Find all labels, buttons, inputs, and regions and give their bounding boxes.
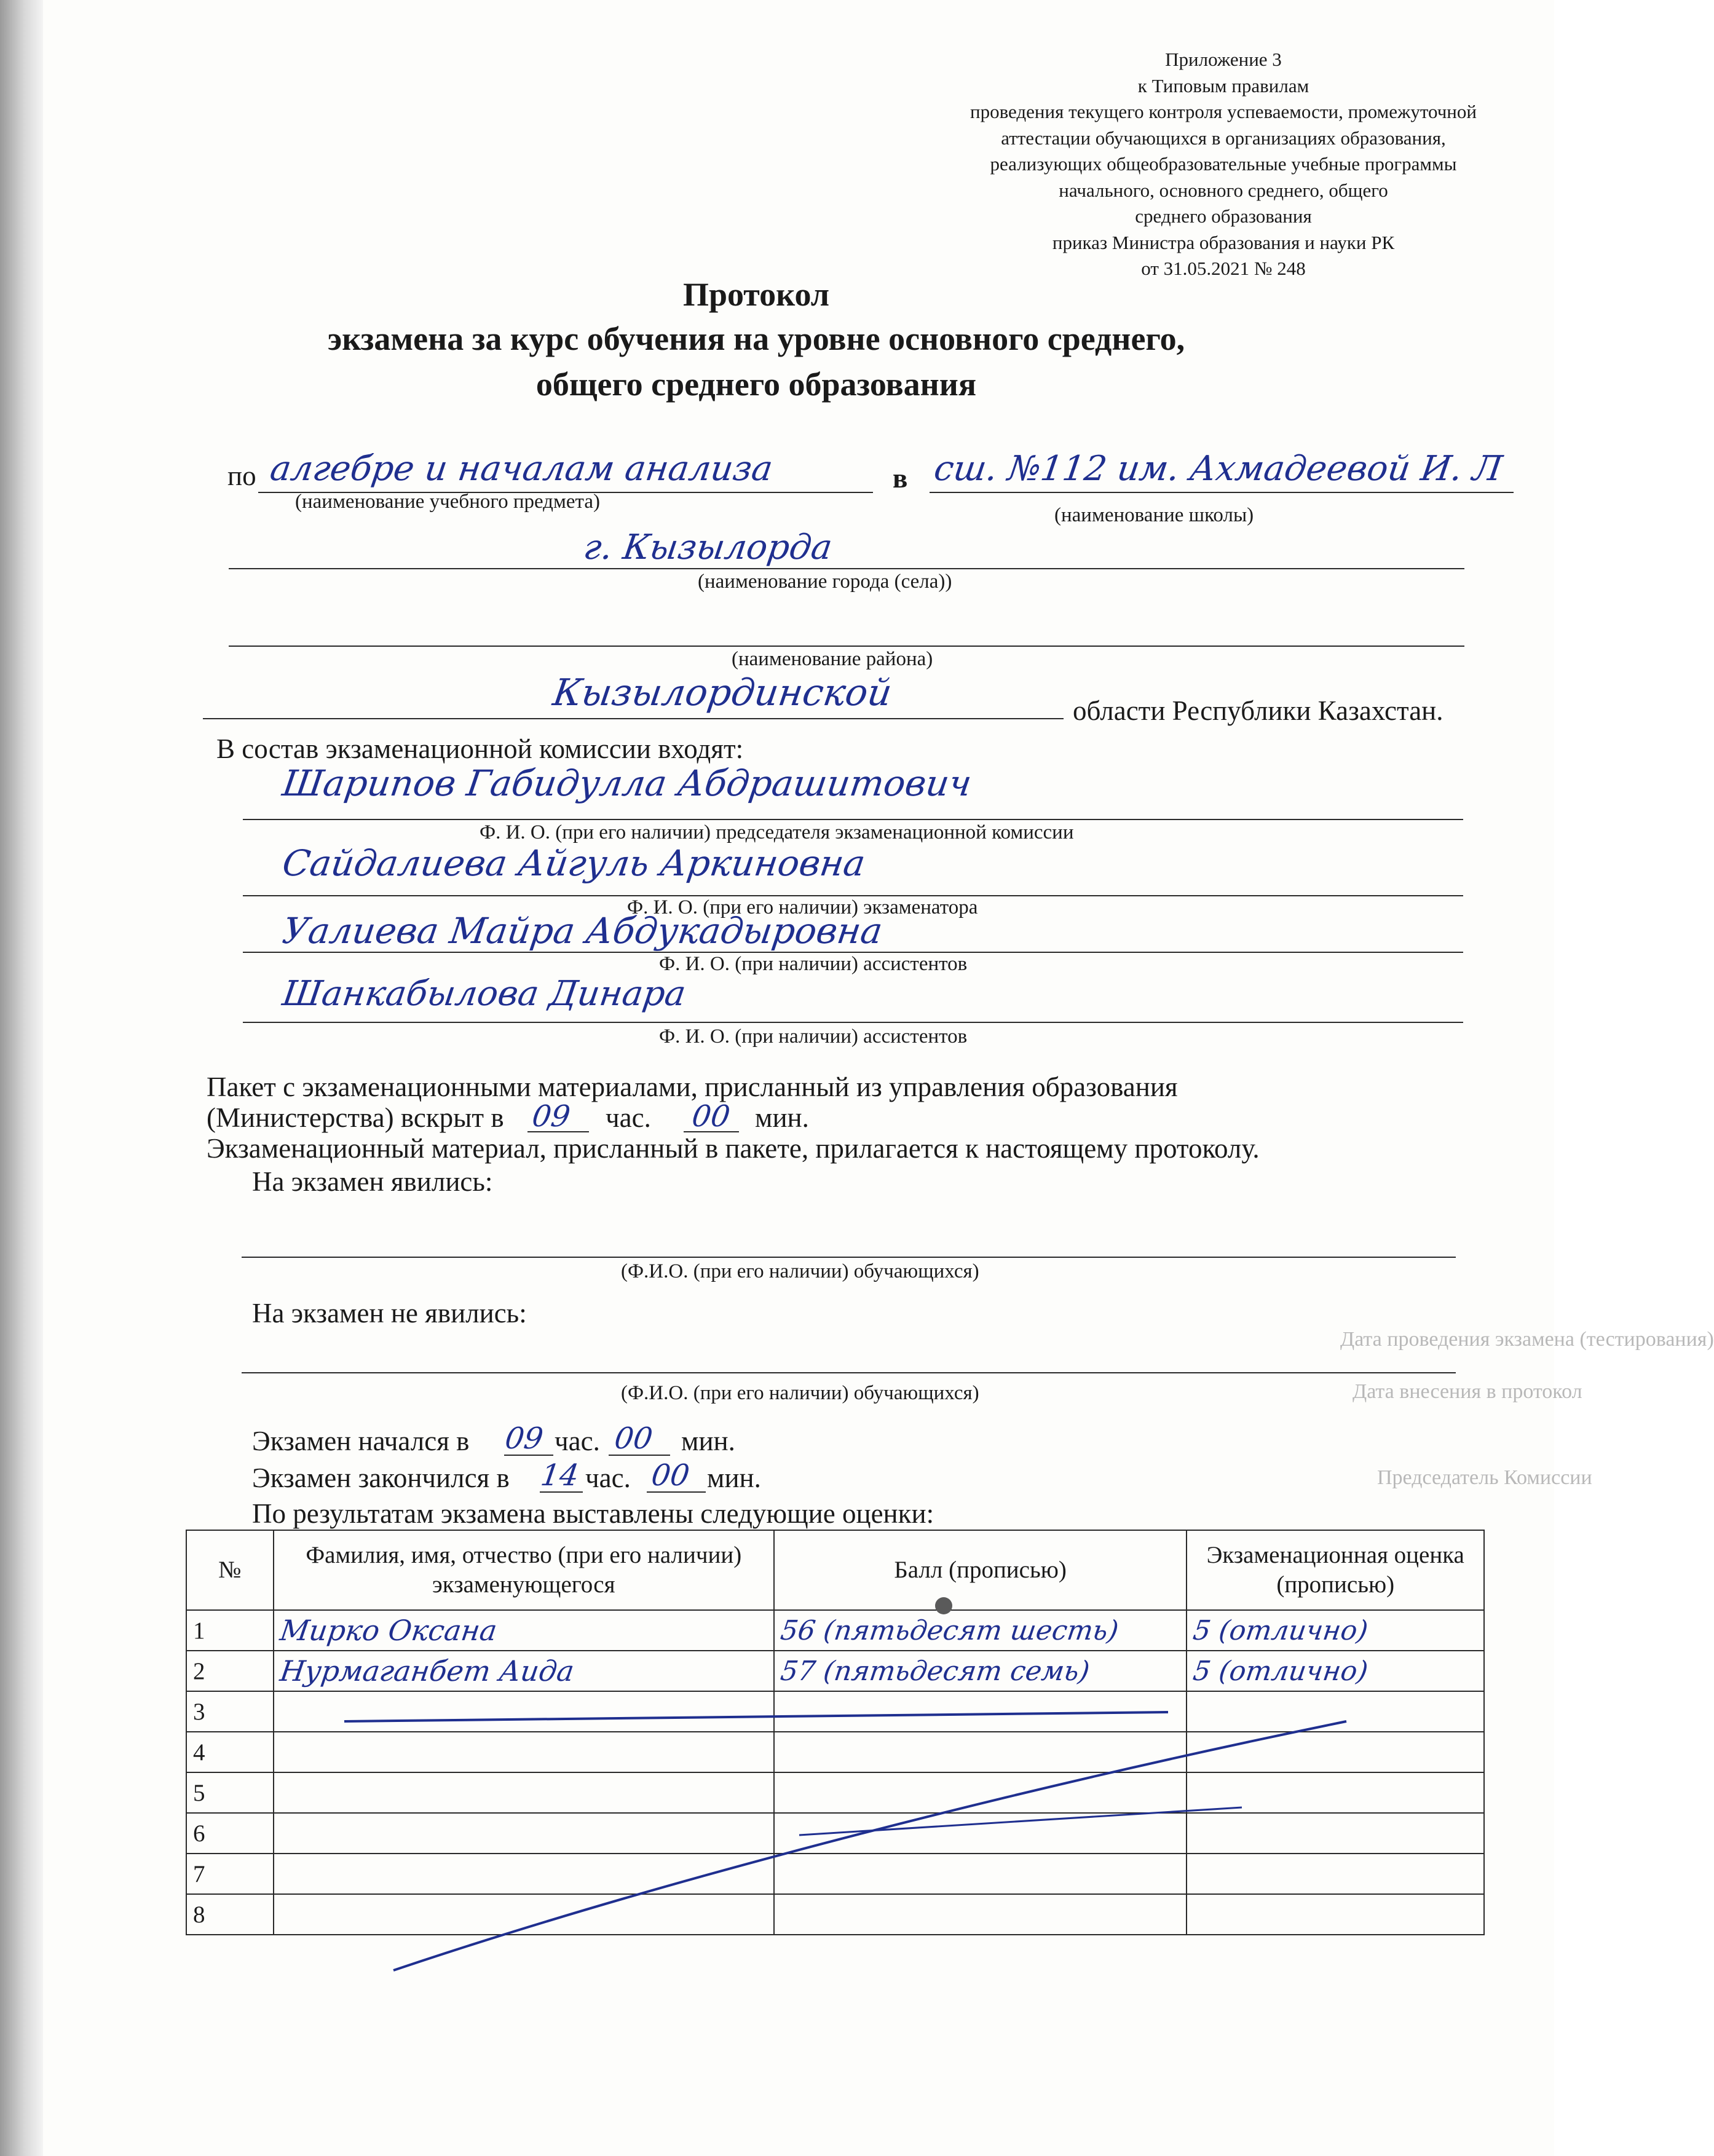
table-row xyxy=(186,1732,1484,1772)
header-score: Балл (прописью) xyxy=(774,1530,1187,1610)
commission-heading: В состав экзаменационной комиссии входят: xyxy=(216,733,744,764)
exam-end-hours-handwritten: 14 xyxy=(539,1458,582,1493)
attended-caption: (Ф.И.О. (при его наличии) обучающихся) xyxy=(621,1260,979,1282)
score-cell xyxy=(774,1651,1187,1691)
grade-handwritten: 5 (отлично) xyxy=(1191,1655,1370,1687)
table-row xyxy=(186,1894,1484,1935)
attended-label: На экзамен явились: xyxy=(252,1166,493,1197)
exam-start-hours-label: час. xyxy=(555,1426,600,1456)
chairman-caption: Ф. И. О. (при его наличии) председателя экзаменационной комиссии xyxy=(480,821,1074,843)
package-line-1: Пакет с экзаменационными материалами, присланный из управления образования xyxy=(207,1072,1178,1102)
score-cell xyxy=(774,1610,1187,1651)
appendix-line: к Типовым правилам xyxy=(1137,74,1309,97)
table-row xyxy=(186,1772,1484,1813)
attended-line xyxy=(242,1257,1456,1258)
school-caption: (наименование школы) xyxy=(1054,504,1254,526)
row-number: 4 xyxy=(186,1732,274,1772)
scan-edge xyxy=(0,0,43,2156)
score-handwritten: 56 (пятьдесят шесть) xyxy=(778,1614,1121,1646)
package-line-2-prefix: (Министерства) вскрыт в xyxy=(207,1102,504,1133)
exam-start-minutes-label: мин. xyxy=(681,1426,735,1456)
examiner-caption: Ф. И. О. (при его наличии) экзаменатора xyxy=(627,896,978,918)
table-row xyxy=(186,1813,1484,1854)
score-cell xyxy=(774,1894,1187,1935)
grade-cell xyxy=(1187,1691,1484,1732)
student-name-cell xyxy=(274,1813,774,1854)
grade-cell xyxy=(1187,1894,1484,1935)
region-handwritten: Кызылординской xyxy=(550,671,895,714)
grade-cell xyxy=(1187,1651,1484,1691)
region-suffix: области Республики Казахстан. xyxy=(1073,695,1443,726)
table-row xyxy=(186,1854,1484,1894)
district-line xyxy=(229,646,1464,647)
row-number: 8 xyxy=(186,1894,274,1935)
document-subtitle-2: общего среднего образования xyxy=(535,366,977,403)
row-number: 7 xyxy=(186,1854,274,1894)
score-handwritten: 57 (пятьдесят семь) xyxy=(778,1655,1092,1687)
appendix-line: проведения текущего контроля успеваемости, промежуточной xyxy=(970,101,1477,122)
bleed-through-text-3: Председатель Комиссии xyxy=(1377,1466,1592,1489)
package-hours-handwritten: 09 xyxy=(530,1099,573,1134)
assistant1-caption: Ф. И. О. (при наличии) ассистентов xyxy=(659,953,968,975)
document-subtitle-1: экзамена за курс обучения на уровне основного среднего, xyxy=(327,320,1185,357)
appendix-line: начального, основного среднего, общего xyxy=(1059,179,1388,201)
appendix-line: аттестации обучающихся в организациях образования, xyxy=(1001,127,1446,149)
subject-handwritten: алгебре и началам анализа xyxy=(267,449,775,489)
package-hours-label: час. xyxy=(606,1102,651,1133)
grade-cell xyxy=(1187,1610,1484,1651)
label-v: в xyxy=(893,463,908,494)
row-number: 5 xyxy=(186,1772,274,1813)
appendix-line: реализующих общеобразовательные учебные программы xyxy=(990,153,1457,175)
row-number: 2 xyxy=(186,1651,274,1691)
assistant1-name-handwritten: Уалиева Майра Абдукадыровна xyxy=(280,910,885,952)
grade-handwritten: 5 (отлично) xyxy=(1191,1614,1370,1646)
exam-start-prefix: Экзамен начался в xyxy=(252,1426,470,1456)
exam-end-hours-label: час. xyxy=(585,1463,631,1493)
assistant2-line xyxy=(243,1022,1463,1023)
subject-caption: (наименование учебного предмета) xyxy=(295,491,600,513)
score-cell xyxy=(774,1813,1187,1854)
grade-cell xyxy=(1187,1813,1484,1854)
package-line-3: Экзаменационный материал, присланный в пакете, прилагается к настоящему протоколу. xyxy=(207,1133,1260,1164)
student-name-cell xyxy=(274,1691,774,1732)
student-name-cell xyxy=(274,1894,774,1935)
package-minutes-label: мин. xyxy=(755,1102,809,1133)
city-handwritten: г. Кызылорда xyxy=(581,527,835,567)
appendix-line: приказ Министра образования и науки РК xyxy=(1052,231,1395,253)
label-po: по xyxy=(227,460,256,491)
student-name-handwritten: Мирко Оксана xyxy=(277,1614,499,1647)
student-name-cell xyxy=(274,1854,774,1894)
student-name-cell xyxy=(274,1651,774,1691)
results-heading: По результатам экзамена выставлены следующие оценки: xyxy=(252,1498,934,1529)
exam-start-hours-handwritten: 09 xyxy=(503,1421,546,1456)
absent-label: На экзамен не явились: xyxy=(252,1298,527,1329)
student-name-cell xyxy=(274,1772,774,1813)
grade-cell xyxy=(1187,1772,1484,1813)
exam-end-minutes-label: мин. xyxy=(707,1463,761,1493)
exam-end-minutes-handwritten: 00 xyxy=(649,1458,692,1493)
district-caption: (наименование района) xyxy=(732,648,933,670)
student-name-handwritten: Нурмаганбет Аида xyxy=(277,1654,576,1688)
appendix-reference xyxy=(947,47,1500,282)
appendix-line: Приложение 3 xyxy=(1165,49,1282,70)
row-number: 1 xyxy=(186,1610,274,1651)
student-name-cell xyxy=(274,1732,774,1772)
header-grade: Экзаменационная оценка (прописью) xyxy=(1187,1530,1484,1610)
city-caption: (наименование города (села)) xyxy=(698,571,952,593)
grade-cell xyxy=(1187,1854,1484,1894)
score-cell xyxy=(774,1732,1187,1772)
examiner-name-handwritten: Сайдалиева Айгуль Аркиновна xyxy=(280,842,868,884)
results-header-row xyxy=(186,1530,1484,1610)
row-number: 6 xyxy=(186,1813,274,1854)
school-line xyxy=(930,492,1514,493)
package-minutes-handwritten: 00 xyxy=(690,1099,733,1134)
appendix-line: среднего образования xyxy=(1135,205,1312,227)
student-name-cell xyxy=(274,1610,774,1651)
results-table xyxy=(186,1530,1485,1935)
absent-caption: (Ф.И.О. (при его наличии) обучающихся) xyxy=(621,1382,979,1404)
score-cell xyxy=(774,1691,1187,1732)
region-line xyxy=(203,718,1064,719)
city-line xyxy=(229,568,1464,569)
exam-end-prefix: Экзамен закончился в xyxy=(252,1463,510,1493)
assistant2-caption: Ф. И. О. (при наличии) ассистентов xyxy=(659,1025,968,1048)
grade-cell xyxy=(1187,1732,1484,1772)
table-row xyxy=(186,1610,1484,1651)
absent-line xyxy=(242,1372,1456,1373)
header-student-name: Фамилия, имя, отчество (при его наличии) экзаменующегося xyxy=(274,1530,774,1610)
chairman-name-handwritten: Шарипов Габидулла Абдрашитович xyxy=(280,762,974,804)
bleed-through-text-1: Дата проведения экзамена (тестирования) xyxy=(1340,1328,1714,1351)
school-handwritten: сш. №112 им. Ахмадеевой И. Л xyxy=(931,449,1505,489)
row-number: 3 xyxy=(186,1691,274,1732)
chairman-line xyxy=(243,819,1463,820)
header-number: № xyxy=(186,1530,274,1610)
table-row xyxy=(186,1651,1484,1691)
exam-start-minutes-handwritten: 00 xyxy=(612,1421,655,1456)
appendix-line: от 31.05.2021 № 248 xyxy=(1141,258,1306,279)
score-cell xyxy=(774,1772,1187,1813)
document-title: Протокол xyxy=(682,276,830,313)
bleed-through-text-2: Дата внесения в протокол xyxy=(1353,1380,1582,1403)
score-cell xyxy=(774,1854,1187,1894)
table-row xyxy=(186,1691,1484,1732)
assistant2-name-handwritten: Шанкабылова Динара xyxy=(280,974,689,1014)
